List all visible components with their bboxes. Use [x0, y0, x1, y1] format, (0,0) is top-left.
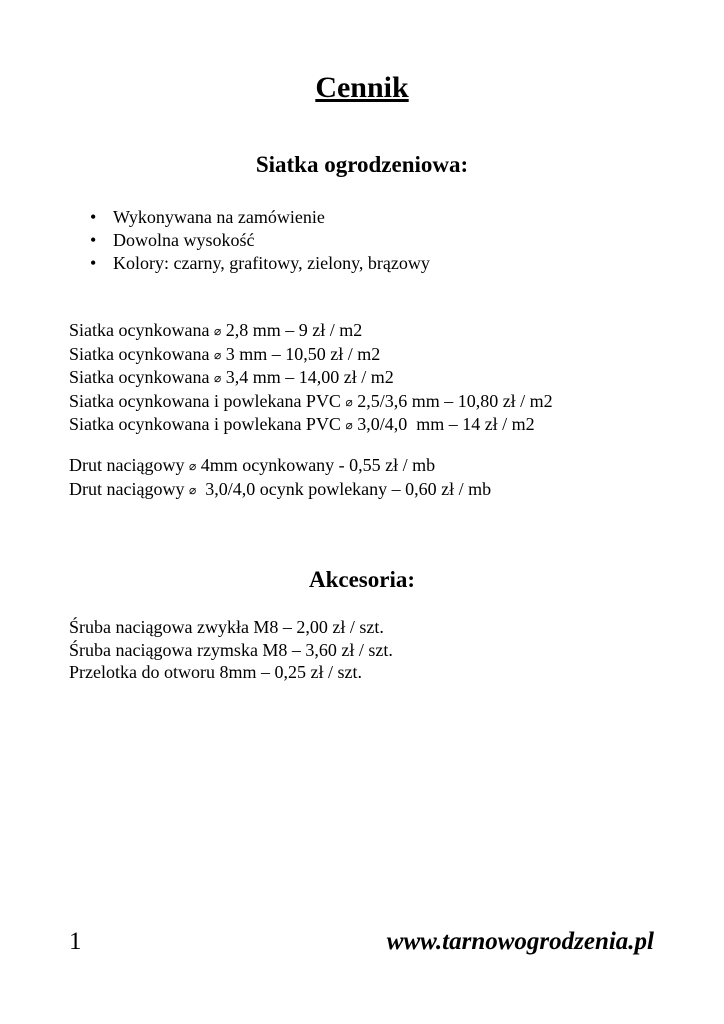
- diameter-icon: ⌀: [188, 459, 197, 473]
- bullet-icon: •: [90, 253, 97, 273]
- price-line: Śruba naciągowa rzymska M8 – 3,60 zł / szt.: [69, 639, 393, 660]
- price-line: [69, 390, 553, 414]
- diameter-icon: ⌀: [213, 347, 222, 362]
- price-value: 4mm ocynkowany - 0,55 zł / mb: [196, 455, 436, 475]
- price-label: Siatka ocynkowana: [69, 320, 214, 340]
- bullet-icon: •: [90, 207, 97, 227]
- price-label: Siatka ocynkowana: [69, 343, 214, 364]
- price-line: Śruba naciągowa zwykła M8 – 2,00 zł / szt.: [69, 617, 384, 637]
- page-title: Cennik: [315, 71, 409, 104]
- website-url: www.tarnowogrodzenia.pl: [386, 928, 654, 955]
- price-label: Siatka ocynkowana i powlekana PVC: [69, 414, 346, 434]
- wire-price-list: [69, 454, 491, 501]
- price-value: 2,8 mm – 9 zł / m2: [221, 320, 363, 340]
- price-label: Drut naciągowy: [69, 455, 189, 475]
- features-list: [90, 206, 430, 275]
- price-line: [69, 454, 491, 478]
- feature-text: Kolory: czarny, grafitowy, zielony, brązowy: [113, 253, 430, 273]
- bullet-icon: •: [90, 230, 97, 250]
- price-line: [69, 478, 491, 502]
- list-item: [90, 229, 430, 252]
- list-item: [90, 206, 430, 229]
- price-line: [69, 413, 553, 437]
- feature-text: Dowolna wysokość: [113, 230, 255, 250]
- price-line: [69, 343, 553, 367]
- accessories-price-list: [69, 616, 393, 684]
- price-line: [69, 366, 553, 390]
- section-heading-siatka: Siatka ogrodzeniowa:: [255, 152, 469, 177]
- diameter-icon: ⌀: [188, 482, 197, 497]
- price-label: Siatka ocynkowana i powlekana PVC: [69, 390, 346, 411]
- diameter-icon: ⌀: [345, 394, 353, 409]
- mesh-price-list: [69, 319, 553, 437]
- section-heading-akcesoria: Akcesoria:: [308, 567, 416, 592]
- price-label: Drut naciągowy: [69, 478, 189, 499]
- price-value: 3,0/4,0 mm – 14 zł / m2: [352, 414, 535, 434]
- price-label: Siatka ocynkowana: [69, 367, 214, 387]
- list-item: [90, 252, 430, 275]
- diameter-icon: ⌀: [345, 418, 353, 432]
- price-value: 3,0/4,0 ocynk powlekany – 0,60 zł / mb: [196, 478, 492, 499]
- page-number: 1: [69, 928, 82, 955]
- feature-text: Wykonywana na zamówienie: [113, 207, 325, 227]
- price-value: 3 mm – 10,50 zł / m2: [221, 343, 381, 364]
- diameter-icon: ⌀: [213, 324, 222, 338]
- diameter-icon: ⌀: [213, 371, 222, 385]
- price-line: [69, 319, 553, 343]
- price-value: 2,5/3,6 mm – 10,80 zł / m2: [352, 390, 553, 411]
- price-line: Przelotka do otworu 8mm – 0,25 zł / szt.: [69, 662, 362, 682]
- price-value: 3,4 mm – 14,00 zł / m2: [221, 367, 394, 387]
